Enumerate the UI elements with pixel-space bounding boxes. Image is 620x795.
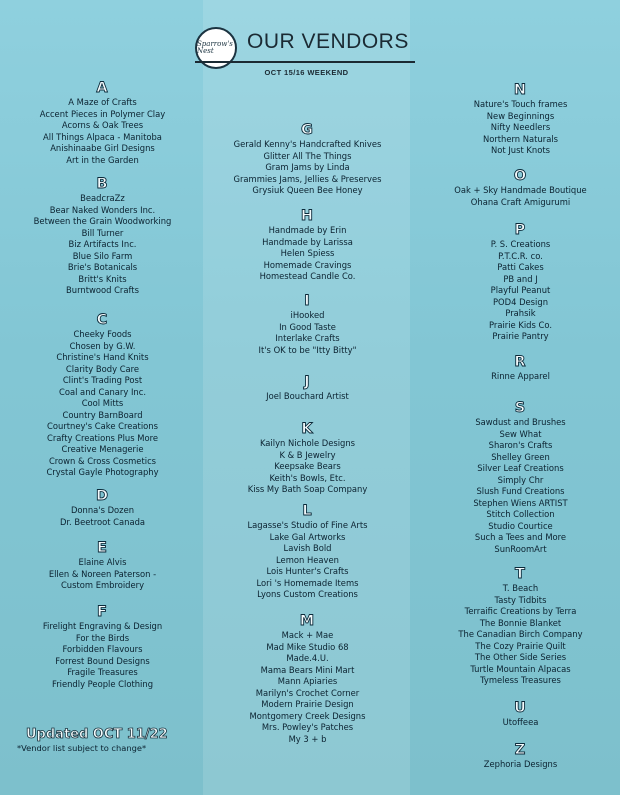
vendor-name: P. S. Creations <box>490 239 551 249</box>
vendor-name: Modern Prairie Design <box>261 699 354 709</box>
vendor-name: Prairie Pantry <box>492 331 549 341</box>
vendor-name: Stephen Wiens ARTIST <box>473 497 568 508</box>
section-e <box>0 540 205 592</box>
section-f <box>0 604 205 690</box>
section-t <box>418 566 620 687</box>
vendor-name: Nifty Needlers <box>490 122 551 132</box>
section-b <box>0 176 205 297</box>
vendor-name: Art in the Garden <box>66 154 139 165</box>
section-u <box>418 700 620 729</box>
vendor-name: Lois Hunter's Crafts <box>266 566 349 576</box>
section-d <box>0 488 205 528</box>
vendor-name: iHooked <box>290 310 325 320</box>
vendor-name: PB and J <box>503 273 538 284</box>
section-k <box>205 421 410 496</box>
section-h <box>205 208 410 283</box>
vendor-name: In Good Taste <box>279 321 336 332</box>
vendor-name: Sawdust and Brushes <box>475 417 566 427</box>
vendor-name: Bear Naked Wonders Inc. <box>49 204 156 215</box>
vendor-name: Bill Turner <box>81 227 124 238</box>
vendor-name: Gram Jams by Linda <box>265 162 350 172</box>
vendor-name: Sew What <box>499 428 542 439</box>
vendor-name: Dr. Beetroot Canada <box>59 516 146 527</box>
vendor-name: A Maze of Crafts <box>68 97 137 107</box>
vendor-name: Slush Fund Creations <box>476 486 565 496</box>
vendor-name: The Bonnie Blanket <box>479 617 562 628</box>
vendor-name: Not Just Knots <box>491 145 550 155</box>
logo-text: Sparrow's Nest <box>197 40 233 55</box>
vendor-name: Montgomery Creek Designs <box>249 710 366 721</box>
vendor-name: The Canadian Birch Company <box>458 629 583 639</box>
vendor-name: Cool Mitts <box>81 398 124 408</box>
vendor-name: Interlake Crafts <box>275 333 340 343</box>
vendor-name: Mack + Mae <box>281 630 334 640</box>
vendor-name: Handmade by Erin <box>268 225 347 235</box>
vendor-name: Lavish Bold <box>283 543 332 553</box>
vendor-name: Fragile Treasures <box>67 667 138 677</box>
section-letter: J <box>304 374 311 390</box>
vendor-name: Crystal Gayle Photography <box>46 467 159 477</box>
vendor-name: Sharon's Crafts <box>488 440 553 450</box>
section-letter: N <box>513 82 528 98</box>
vendor-name: All Things Alpaca - Manitoba <box>43 131 162 142</box>
vendor-name: My 3 + b <box>288 733 327 744</box>
vendor-name: POD4 Design <box>493 296 548 307</box>
section-letter: O <box>513 168 528 184</box>
section-letter: D <box>95 488 110 504</box>
section-letter: M <box>299 613 316 629</box>
vendor-name: Cheeky Foods <box>73 329 132 339</box>
vendor-name: T. Beach <box>502 583 539 593</box>
page-subtitle: OCT 15/16 WEEKEND <box>264 68 349 77</box>
section-j <box>205 374 410 403</box>
section-letter: Z <box>514 742 527 758</box>
vendor-name: Forbidden Flavours <box>62 644 143 654</box>
vendor-name: Biz Artifacts Inc. <box>68 239 137 249</box>
vendor-name: Kiss My Bath Soap Company <box>247 484 368 494</box>
vendor-name: Keith's Bowls, Etc. <box>269 472 346 483</box>
vendor-name: Studio Courtice <box>488 520 553 531</box>
vendor-name: Mama Bears Mini Mart <box>260 664 355 675</box>
vendor-name: Firelight Engraving & Design <box>42 621 163 631</box>
vendor-name: The Other Side Series <box>474 652 567 662</box>
section-letter: C <box>96 312 109 328</box>
vendor-name: Prairie Kids Co. <box>488 319 553 330</box>
vendor-name: Custom Embroidery <box>60 580 145 590</box>
section-o <box>418 168 620 208</box>
section-z <box>418 742 620 771</box>
vendor-name: Creative Menagerie <box>61 444 144 454</box>
vendor-name: Coal and Canary Inc. <box>58 386 147 397</box>
vendor-name: Ohana Craft Amigurumi <box>470 196 571 207</box>
section-letter: S <box>514 400 527 416</box>
vendor-name: Lake Gal Artworks <box>269 531 346 542</box>
section-letter: L <box>302 503 313 519</box>
section-m <box>205 613 410 745</box>
vendor-name: Oak + Sky Handmade Boutique <box>454 185 587 195</box>
vendor-name: Crafty Creations Plus More <box>46 432 159 443</box>
vendor-name: Playful Peanut <box>490 285 551 295</box>
section-l <box>205 503 410 601</box>
section-i <box>205 293 410 356</box>
section-letter: E <box>97 540 108 556</box>
vendor-name: Blue Silo Farm <box>72 250 133 261</box>
vendor-name: Between the Grain Woodworking <box>33 216 172 226</box>
vendor-name: Simply Chr <box>497 474 544 485</box>
vendor-name: New Beginnings <box>486 110 555 121</box>
vendor-name: Rinne Apparel <box>491 371 550 381</box>
vendor-name: Helen Spiess <box>280 248 335 258</box>
vendor-name: Lyons Custom Creations <box>257 589 358 599</box>
section-letter: T <box>515 566 526 582</box>
vendor-name: Clarity Body Care <box>65 363 140 374</box>
vendor-name: Utoffeea <box>502 717 539 727</box>
vendor-name: Clint's Trading Post <box>62 375 143 385</box>
vendor-name: Joel Bouchard Artist <box>266 391 349 401</box>
vendor-name: Lori 's Homemade Items <box>256 577 359 588</box>
vendor-name: Tasty Tidbits <box>494 594 547 605</box>
vendor-name: Ellen & Noreen Paterson - <box>48 568 157 579</box>
section-letter: U <box>514 700 527 716</box>
section-letter: I <box>304 293 311 309</box>
section-letter: F <box>97 604 108 620</box>
section-letter: B <box>96 176 109 192</box>
section-letter: A <box>96 80 109 96</box>
vendor-name: Turtle Mountain Alpacas <box>470 663 571 674</box>
vendor-name: BeadcraZz <box>80 193 125 203</box>
section-c <box>0 312 205 479</box>
vendor-name: Kailyn Nichole Designs <box>259 438 356 448</box>
section-s <box>418 400 620 555</box>
vendor-name: P.T.C.R. co. <box>498 250 543 261</box>
vendor-name: Lemon Heaven <box>276 554 339 565</box>
vendor-name: It's OK to be "Itty Bitty" <box>258 344 357 355</box>
vendor-name: Lagasse's Studio of Fine Arts <box>247 520 368 530</box>
section-letter: R <box>514 354 527 370</box>
vendor-name: Gerald Kenny's Handcrafted Knives <box>233 139 382 149</box>
vendor-name: Forrest Bound Designs <box>55 655 150 666</box>
vendor-name: Country BarnBoard <box>62 409 143 420</box>
vendor-name: Mann Apiaries <box>277 676 338 686</box>
vendor-name: Such a Tees and More <box>474 532 567 542</box>
vendor-name: Shelley Green <box>491 451 550 462</box>
section-letter: P <box>514 222 527 238</box>
vendor-name: Britt's Knits <box>78 273 127 284</box>
vendor-name: Christine's Hand Knits <box>56 352 149 362</box>
vendor-name: Homemade Cravings <box>263 259 352 270</box>
vendor-name: Mad Mike Studio 68 <box>266 641 349 652</box>
vendor-name: For the Birds <box>75 632 130 643</box>
vendor-name: Grysiuk Queen Bee Honey <box>252 185 363 195</box>
vendor-name: Marilyn's Crochet Corner <box>255 687 360 698</box>
section-letter: G <box>301 122 314 138</box>
disclaimer-note: *Vendor list subject to change* <box>17 743 147 753</box>
vendor-name: Friendly People Clothing <box>51 678 154 689</box>
vendor-name: The Cozy Prairie Quilt <box>475 640 566 651</box>
section-n <box>418 82 620 157</box>
vendor-name: Patti Cakes <box>497 262 544 272</box>
vendor-name: Acorns & Oak Trees <box>61 120 144 130</box>
vendor-name: K & B Jewelry <box>279 449 336 460</box>
section-letter: K <box>301 421 314 437</box>
vendor-name: Nature's Touch frames <box>473 99 568 109</box>
vendor-name: Anishinaabe Girl Designs <box>50 143 155 153</box>
vendor-name: Grammies Jams, Jellies & Preserves <box>233 173 382 184</box>
vendor-name: Zephoria Designs <box>483 759 558 769</box>
updated-date: Updated OCT 11/22 <box>26 727 168 742</box>
vendor-name: Accent Pieces in Polymer Clay <box>39 108 166 119</box>
section-letter: H <box>300 208 315 224</box>
vendor-name: Burntwood Crafts <box>66 285 139 295</box>
section-a <box>0 80 205 166</box>
vendor-name: Stitch Collection <box>486 509 555 519</box>
vendor-name: Homestead Candle Co. <box>259 271 356 281</box>
section-p <box>418 222 620 343</box>
vendor-name: Donna's Dozen <box>70 505 135 515</box>
vendor-name: Crown & Cross Cosmetics <box>48 455 157 466</box>
page-title: OUR VENDORS <box>247 30 409 53</box>
vendor-name: Handmade by Larissa <box>262 236 353 247</box>
vendor-name: Prahsik <box>505 308 536 318</box>
vendor-name: Chosen by G.W. <box>69 340 136 351</box>
vendor-name: Elaine Alvis <box>78 557 127 567</box>
vendor-name: Mrs. Powley's Patches <box>261 722 354 732</box>
vendor-name: Terraific Creations by Terra <box>464 606 577 616</box>
vendor-name: Tymeless Treasures <box>480 675 561 685</box>
vendor-name: Northern Naturals <box>482 133 559 144</box>
vendor-name: SunRoomArt <box>494 543 547 554</box>
vendor-name: Keepsake Bears <box>274 461 341 471</box>
vendor-name: Glitter All The Things <box>263 150 352 161</box>
vendor-name: Made.4.U. <box>286 653 329 663</box>
header-divider <box>195 61 415 63</box>
section-r <box>418 354 620 383</box>
vendor-name: Silver Leaf Creations <box>477 463 564 473</box>
vendor-name: Courtney's Cake Creations <box>47 421 158 431</box>
section-g <box>205 122 410 197</box>
vendor-name: Brie's Botanicals <box>67 262 138 272</box>
